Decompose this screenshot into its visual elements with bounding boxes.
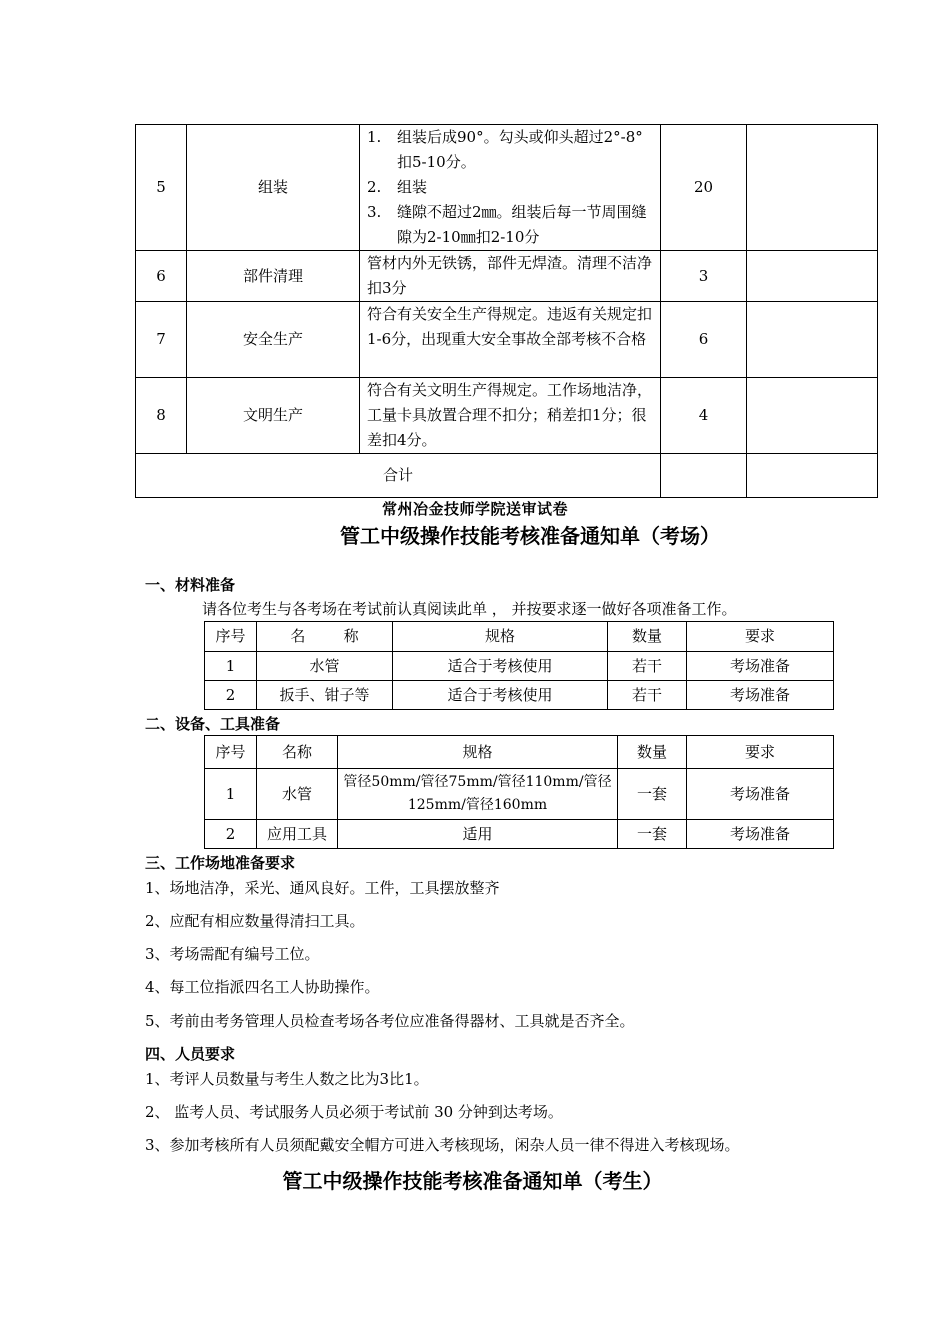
table-cell: 管径50mm/管径75mm/管径110mm/管径125mm/管径160mm: [338, 769, 618, 820]
total-points: [661, 454, 747, 498]
section-heading-materials: 一、材料准备: [145, 576, 236, 594]
table-header-row: [205, 622, 834, 652]
list-item: 2、 监考人员、考试服务人员必须于考试前 30 分钟到达考场。: [145, 1103, 563, 1121]
table-row: [205, 681, 834, 710]
col-header: 规格: [338, 736, 618, 769]
row-score: [747, 125, 878, 251]
col-header: 要求: [687, 622, 834, 652]
row-standard: 管材内外无铁锈，部件无焊渣。清理不洁净扣3分: [360, 251, 661, 302]
table-row: [136, 302, 878, 378]
candidate-notice-title: 管工中级操作技能考核准备通知单（考生）: [282, 1169, 663, 1193]
list-item: 1、场地洁净，采光、通风良好。工件，工具摆放整齐: [145, 879, 500, 897]
section-heading-personnel: 四、人员要求: [145, 1045, 236, 1063]
row-number: 6: [136, 251, 187, 302]
total-row: [136, 454, 878, 498]
table-row: [136, 251, 878, 302]
list-item: 4、每工位指派四名工人协助操作。: [145, 978, 380, 996]
table-cell: 考场准备: [687, 769, 834, 820]
table-cell: 1: [205, 652, 257, 681]
row-score: [747, 251, 878, 302]
row-points: 3: [661, 251, 747, 302]
table-cell: 水管: [257, 769, 338, 820]
list-item: 5、考前由考务管理人员检查考场各考位应准备得器材、工具就是否齐全。: [145, 1012, 635, 1030]
col-header: 数量: [608, 622, 687, 652]
row-points: 6: [661, 302, 747, 378]
row-standard: [360, 125, 661, 251]
list-item: 1. 组装后成90°。勾头或仰头超过2°-8°扣5-10分。: [367, 128, 643, 171]
col-header: 序号: [205, 736, 257, 769]
intro-text: 请各位考生与各考场在考试前认真阅读此单 ， 并按要求逐一做好各项准备工作。: [202, 600, 737, 618]
row-number: 5: [136, 125, 187, 251]
table-cell: 应用工具: [257, 820, 338, 849]
table-cell: 若干: [608, 681, 687, 710]
row-standard: 符合有关文明生产得规定。工作场地洁净，工量卡具放置合理不扣分；稍差扣1分；很差扣4分。: [360, 378, 661, 454]
list-item: 2. 组装: [367, 178, 428, 196]
col-header: 规格: [393, 622, 608, 652]
col-header: 数量: [618, 736, 687, 769]
table-row: [136, 378, 878, 454]
table-cell: 一套: [618, 820, 687, 849]
row-score: [747, 302, 878, 378]
col-header: 名称: [257, 736, 338, 769]
table-cell: 若干: [608, 652, 687, 681]
total-label: 合计: [136, 454, 661, 498]
table-cell: 2: [205, 820, 257, 849]
row-item: 安全生产: [187, 302, 360, 378]
table-cell: 2: [205, 681, 257, 710]
col-header: 要求: [687, 736, 834, 769]
list-item: 3、参加考核所有人员须配戴安全帽方可进入考核现场，闲杂人员一律不得进入考核现场。: [145, 1136, 740, 1154]
table-row: [205, 652, 834, 681]
table-cell: 适合于考核使用: [393, 652, 608, 681]
list-item: 1、考评人员数量与考生人数之比为3比1。: [145, 1070, 429, 1088]
row-standard: 符合有关安全生产得规定。违返有关规定扣1-6分，出现重大安全事故全部考核不合格: [360, 302, 661, 378]
row-item: 文明生产: [187, 378, 360, 454]
document-source: 常州冶金技师学院送审试卷: [381, 500, 568, 518]
row-points: 20: [661, 125, 747, 251]
table-cell: 1: [205, 769, 257, 820]
materials-table: [204, 621, 834, 710]
col-header: 名 称: [257, 622, 393, 652]
equipment-table: [204, 735, 834, 849]
list-item: 2、应配有相应数量得清扫工具。: [145, 912, 365, 930]
list-item: 3. 缝隙不超过2㎜。组装后每一节周围缝隙为2-10㎜扣2-10分: [367, 203, 647, 246]
page-title: 管工中级操作技能考核准备通知单（考场）: [340, 524, 720, 548]
table-cell: 考场准备: [687, 820, 834, 849]
section-heading-equipment: 二、设备、工具准备: [145, 715, 281, 733]
row-points: 4: [661, 378, 747, 454]
col-header: 序号: [205, 622, 257, 652]
table-cell: 考场准备: [687, 681, 834, 710]
total-score: [747, 454, 878, 498]
table-cell: 适用: [338, 820, 618, 849]
table-header-row: [205, 736, 834, 769]
row-item: 组装: [187, 125, 360, 251]
section-heading-venue: 三、工作场地准备要求: [145, 854, 296, 872]
table-cell: 适合于考核使用: [393, 681, 608, 710]
table-row: [136, 125, 878, 251]
row-number: 8: [136, 378, 187, 454]
table-cell: 考场准备: [687, 652, 834, 681]
row-score: [747, 378, 878, 454]
table-cell: 一套: [618, 769, 687, 820]
row-number: 7: [136, 302, 187, 378]
score-table: [135, 124, 878, 498]
row-item: 部件清理: [187, 251, 360, 302]
list-item: 3、考场需配有编号工位。: [145, 945, 320, 963]
table-cell: 扳手、钳子等: [257, 681, 393, 710]
table-row: [205, 769, 834, 820]
table-row: [205, 820, 834, 849]
table-cell: 水管: [257, 652, 393, 681]
